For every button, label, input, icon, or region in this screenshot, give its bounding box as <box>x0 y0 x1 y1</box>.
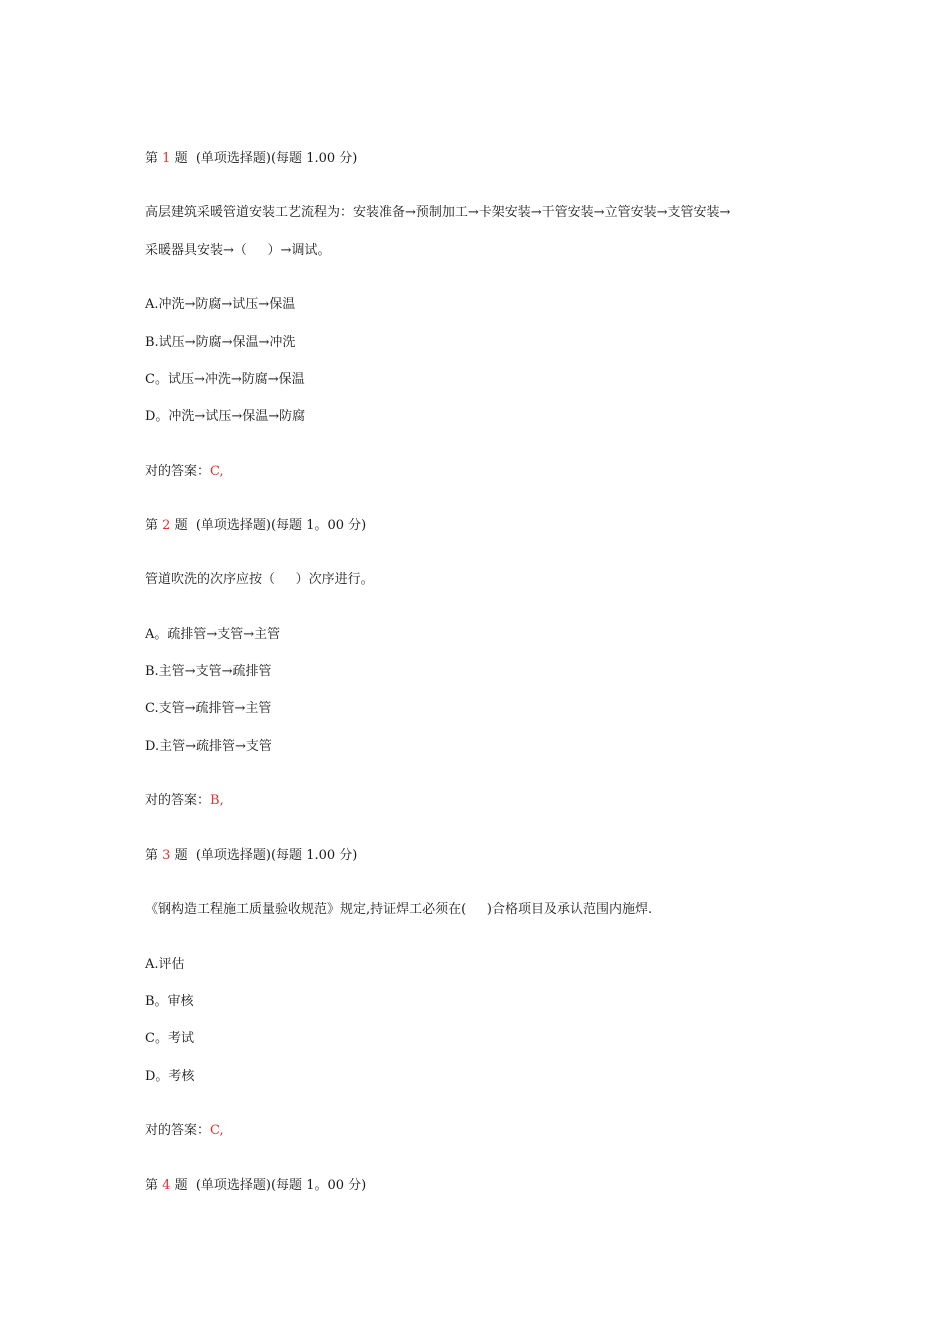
question-number: 1 <box>162 151 171 166</box>
question-3-option-b: B。审核 <box>145 994 194 1009</box>
answer-value: C, <box>210 1123 224 1138</box>
answer-label: 对的答案： <box>145 1123 211 1138</box>
question-number: 2 <box>162 518 171 533</box>
question-number: 3 <box>162 848 171 863</box>
question-2-option-c: C.支管→疏排管→主管 <box>145 701 272 716</box>
question-1-header <box>145 150 357 168</box>
question-number: 4 <box>162 1178 171 1193</box>
question-type: 题 (单项选择题)(每题 1.00 分) <box>174 151 358 166</box>
question-3-option-d: D。考核 <box>145 1069 195 1084</box>
question-1-stem-line-2: 采暖器具安装→（ ）→调试。 <box>145 243 331 258</box>
question-type: 题 (单项选择题)(每题 1。00 分) <box>174 1178 367 1193</box>
answer-value: C, <box>210 464 224 479</box>
question-type: 题 (单项选择题)(每题 1。00 分) <box>174 518 367 533</box>
answer-label: 对的答案： <box>145 793 211 808</box>
question-1-option-a: A.冲洗→防腐→试压→保温 <box>145 297 296 312</box>
question-2-option-a: A。疏排管→支管→主管 <box>145 627 281 642</box>
question-1-option-c: C。试压→冲洗→防腐→保温 <box>145 372 305 387</box>
question-4-header <box>145 1177 366 1195</box>
question-number-prefix: 第 <box>145 848 159 863</box>
question-2-header <box>145 517 366 535</box>
question-number-prefix: 第 <box>145 518 159 533</box>
question-2-stem: 管道吹洗的次序应按（ ）次序进行。 <box>145 572 374 587</box>
question-3-stem: 《钢构造工程施工质量验收规范》规定,持证焊工必须在( )合格项目及承认范围内施焊. <box>145 902 653 917</box>
question-1-answer <box>145 463 224 481</box>
question-2-option-b: B.主管→支管→疏排管 <box>145 664 272 679</box>
answer-label: 对的答案： <box>145 464 211 479</box>
question-type: 题 (单项选择题)(每题 1.00 分) <box>174 848 358 863</box>
answer-value: B, <box>210 793 224 808</box>
question-1-stem-line-1: 高层建筑采暖管道安装工艺流程为：安装准备→预制加工→卡架安装→干管安装→立管安装→支管安装→ <box>145 205 731 220</box>
question-2-answer <box>145 792 224 810</box>
question-1-option-b: B.试压→防腐→保温→冲洗 <box>145 335 296 350</box>
question-number-prefix: 第 <box>145 1178 159 1193</box>
question-number-prefix: 第 <box>145 151 159 166</box>
question-3-option-c: C。考试 <box>145 1031 194 1046</box>
question-1-option-d: D。冲洗→试压→保温→防腐 <box>145 409 306 424</box>
question-3-header <box>145 847 357 865</box>
question-3-answer <box>145 1122 224 1140</box>
question-3-option-a: A.评估 <box>145 957 185 972</box>
question-2-option-d: D.主管→疏排管→支管 <box>145 739 272 754</box>
